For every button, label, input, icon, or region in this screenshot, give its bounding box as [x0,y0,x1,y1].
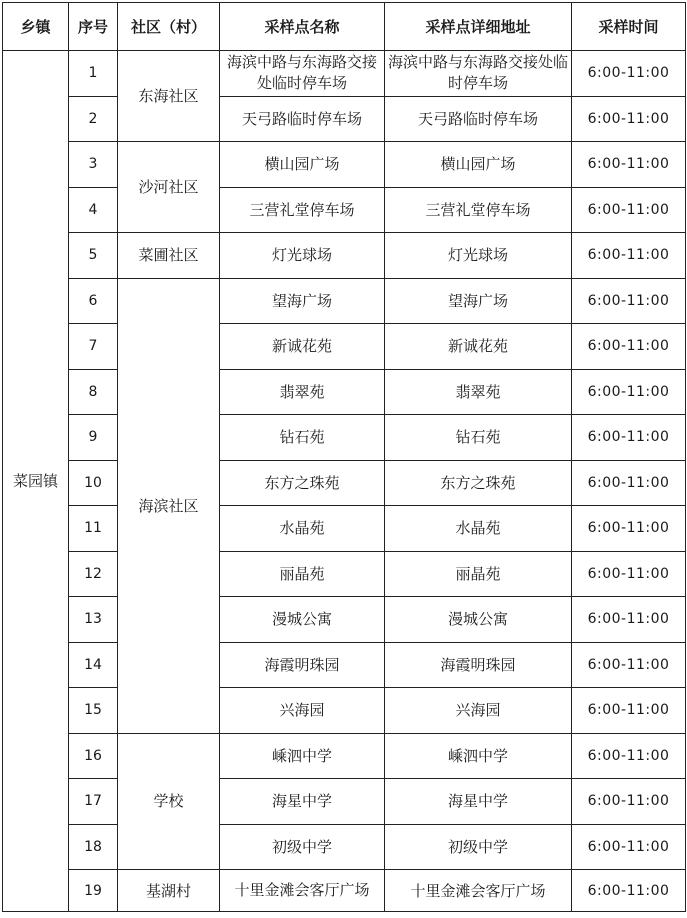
table-row [3,688,686,734]
time-cell: 6:00-11:00 [572,324,686,370]
site-address-cell: 灯光球场 [385,233,572,279]
time-cell: 6:00-11:00 [572,96,686,142]
table-row [3,870,686,912]
site-name-cell: 水晶苑 [220,506,385,552]
table-header-row [3,3,686,51]
seq-cell: 19 [69,870,118,912]
site-name-cell: 兴海园 [220,688,385,734]
site-name-cell: 三营礼堂停车场 [220,187,385,233]
site-address-cell: 钻石苑 [385,415,572,461]
table-row [3,551,686,597]
table-row [3,824,686,870]
header-time: 采样时间 [572,3,686,51]
site-name-cell: 东方之珠苑 [220,460,385,506]
site-address-cell: 三营礼堂停车场 [385,187,572,233]
time-cell: 6:00-11:00 [572,460,686,506]
header-site-address: 采样点详细地址 [385,3,572,51]
community-cell: 海滨社区 [118,278,220,733]
time-cell: 6:00-11:00 [572,779,686,825]
site-address-cell: 兴海园 [385,688,572,734]
site-address-cell: 翡翠苑 [385,369,572,415]
seq-cell: 16 [69,733,118,779]
site-address-cell: 水晶苑 [385,506,572,552]
site-name-cell: 十里金滩会客厅广场 [220,870,385,912]
site-name-cell: 望海广场 [220,278,385,324]
site-name-cell: 钻石苑 [220,415,385,461]
table-row [3,733,686,779]
table-row [3,369,686,415]
time-cell: 6:00-11:00 [572,642,686,688]
community-cell: 沙河社区 [118,142,220,233]
site-name-cell: 翡翠苑 [220,369,385,415]
site-name-cell: 灯光球场 [220,233,385,279]
seq-cell: 13 [69,597,118,643]
site-address-cell: 丽晶苑 [385,551,572,597]
site-name-cell: 天弓路临时停车场 [220,96,385,142]
seq-cell: 10 [69,460,118,506]
time-cell: 6:00-11:00 [572,870,686,912]
time-cell: 6:00-11:00 [572,824,686,870]
seq-cell: 18 [69,824,118,870]
seq-cell: 14 [69,642,118,688]
site-address-cell: 海星中学 [385,779,572,825]
site-address-cell: 漫城公寓 [385,597,572,643]
time-cell: 6:00-11:00 [572,506,686,552]
town-cell: 菜园镇 [3,51,69,912]
header-community: 社区（村） [118,3,220,51]
seq-cell: 6 [69,278,118,324]
header-seq: 序号 [69,3,118,51]
table-row [3,597,686,643]
table-row [3,415,686,461]
site-name-cell: 初级中学 [220,824,385,870]
site-address-cell: 天弓路临时停车场 [385,96,572,142]
table-row [3,96,686,142]
table-row [3,278,686,324]
site-address-cell: 十里金滩会客厅广场 [385,870,572,912]
site-address-cell: 海霞明珠园 [385,642,572,688]
table-row [3,187,686,233]
time-cell: 6:00-11:00 [572,415,686,461]
seq-cell: 9 [69,415,118,461]
site-address-cell: 嵊泗中学 [385,733,572,779]
time-cell: 6:00-11:00 [572,733,686,779]
site-address-cell: 初级中学 [385,824,572,870]
community-cell: 学校 [118,733,220,870]
site-name-cell: 海星中学 [220,779,385,825]
table-row [3,324,686,370]
community-cell: 菜圃社区 [118,233,220,279]
seq-cell: 12 [69,551,118,597]
time-cell: 6:00-11:00 [572,278,686,324]
seq-cell: 17 [69,779,118,825]
table-row [3,233,686,279]
site-name-cell: 丽晶苑 [220,551,385,597]
header-town: 乡镇 [3,3,69,51]
site-name-cell: 海霞明珠园 [220,642,385,688]
seq-cell: 11 [69,506,118,552]
seq-cell: 5 [69,233,118,279]
seq-cell: 1 [69,51,118,97]
site-address-cell: 横山园广场 [385,142,572,188]
time-cell: 6:00-11:00 [572,187,686,233]
time-cell: 6:00-11:00 [572,233,686,279]
time-cell: 6:00-11:00 [572,142,686,188]
table-row [3,460,686,506]
sampling-sites-table [2,2,686,912]
seq-cell: 2 [69,96,118,142]
site-name-cell: 新诚花苑 [220,324,385,370]
site-address-cell: 新诚花苑 [385,324,572,370]
seq-cell: 15 [69,688,118,734]
time-cell: 6:00-11:00 [572,688,686,734]
site-address-cell: 东方之珠苑 [385,460,572,506]
community-cell: 基湖村 [118,870,220,912]
site-name-cell: 嵊泗中学 [220,733,385,779]
time-cell: 6:00-11:00 [572,369,686,415]
seq-cell: 7 [69,324,118,370]
site-name-cell: 横山园广场 [220,142,385,188]
time-cell: 6:00-11:00 [572,551,686,597]
site-address-cell: 望海广场 [385,278,572,324]
seq-cell: 8 [69,369,118,415]
site-name-cell: 漫城公寓 [220,597,385,643]
header-site-name: 采样点名称 [220,3,385,51]
site-address-cell: 海滨中路与东海路交接处临时停车场 [385,51,572,97]
time-cell: 6:00-11:00 [572,597,686,643]
seq-cell: 4 [69,187,118,233]
community-cell: 东海社区 [118,51,220,142]
table-row [3,51,686,97]
seq-cell: 3 [69,142,118,188]
table-row [3,779,686,825]
table-row [3,142,686,188]
time-cell: 6:00-11:00 [572,51,686,97]
table-row [3,642,686,688]
table-row [3,506,686,552]
site-name-cell: 海滨中路与东海路交接处临时停车场 [220,51,385,97]
